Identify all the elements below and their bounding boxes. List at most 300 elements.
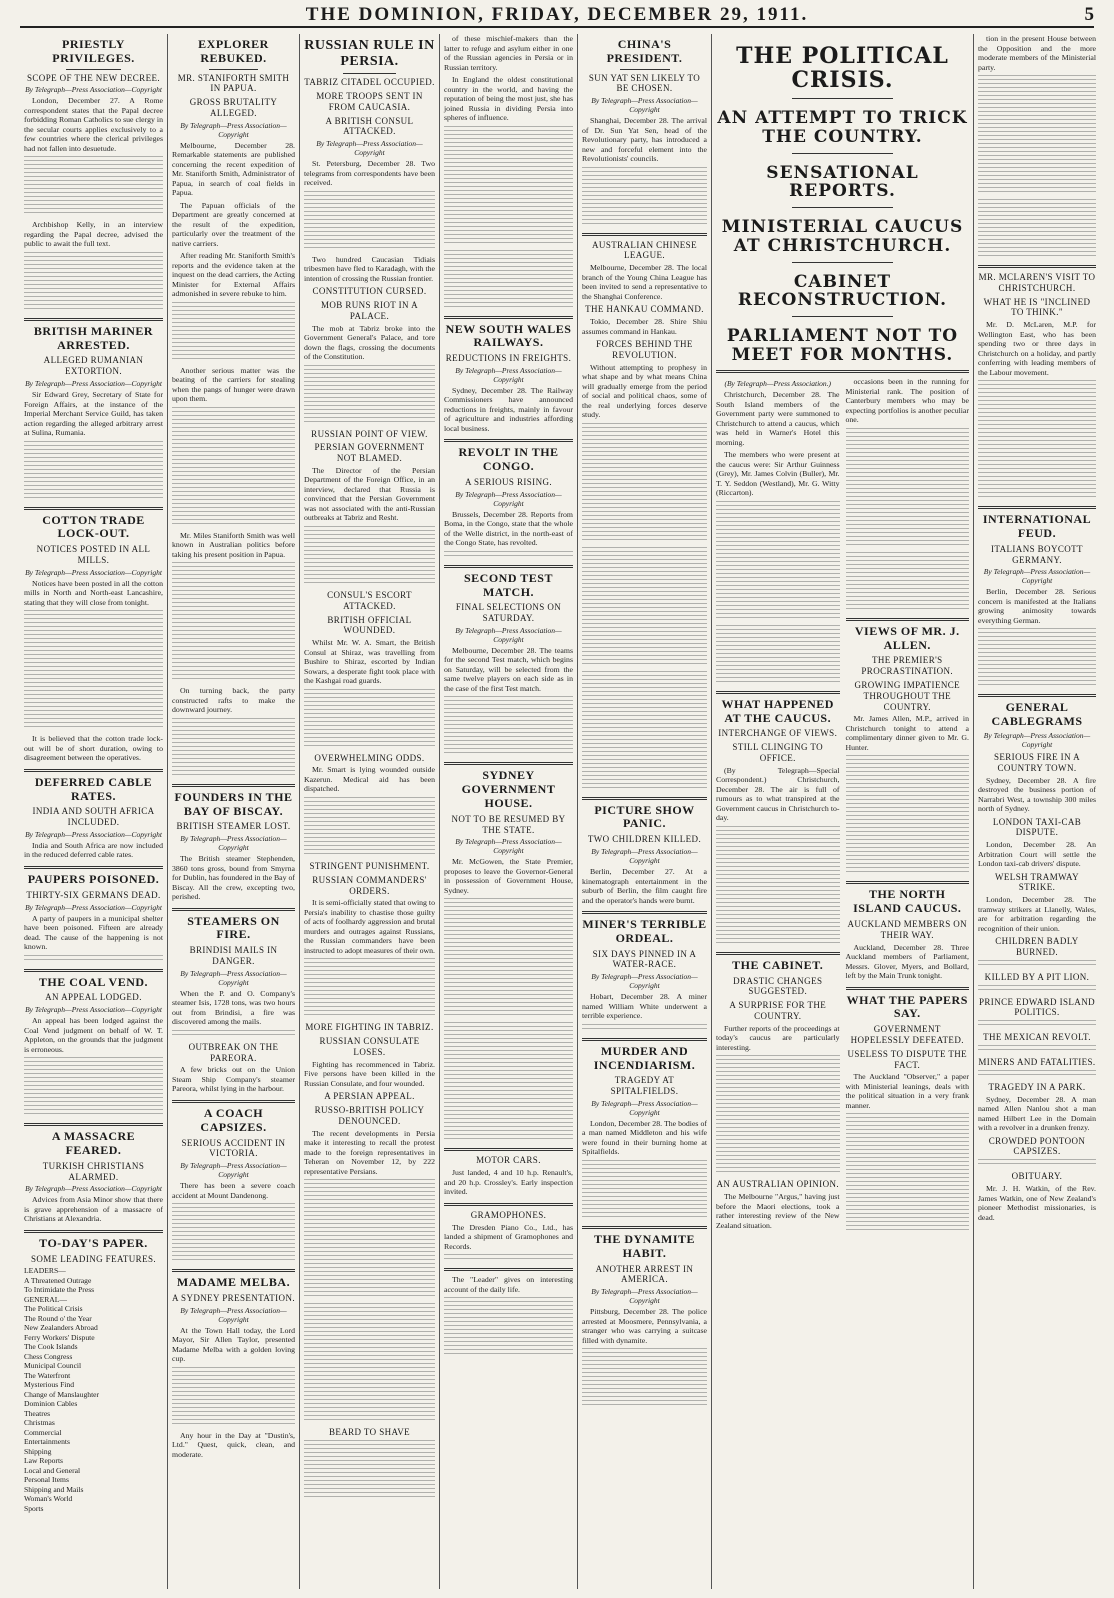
list-item: Municipal Council (24, 1361, 82, 1371)
byline: By Telegraph—Press Association—Copyright (591, 96, 698, 115)
article-text: Fighting has recommenced in Tabriz. Five persons have been killed in the Russian Consulate, and four wounded. (304, 1059, 435, 1088)
text-block (304, 191, 435, 251)
subheading: CHILDREN BADLY BURNED. (995, 936, 1079, 958)
article-text: The Papuan officials of the Department are greatly concerned at the result of the expedition, particularly over the treatment of the native carriers. (172, 200, 295, 248)
subheading: GOVERNMENT HOPELESSLY DEFEATED. (850, 1024, 964, 1045)
article-text: Mr. J. H. Watkin, of the Rev. James Watkin, one of New Zealand's pioneer Methodist missionaries, is dead. (978, 1184, 1096, 1222)
subheading: THIRTY-SIX GERMANS DEAD. (26, 889, 161, 900)
headline: PRIESTLY PRIVILEGES. (52, 37, 135, 65)
byline: By Telegraph—Press Association—Copyright (25, 85, 162, 95)
subheading: TURKISH CHRISTIANS ALARMED. (42, 1160, 145, 1182)
article-text: The Auckland "Observer," a paper with Ministerial leanings, deals with the political situation in a very frank manner. (845, 1072, 969, 1110)
divider (172, 908, 295, 911)
subheading: BRITISH OFFICIAL WOUNDED. (327, 614, 412, 636)
article-text: Advices from Asia Minor show that there is grave apprehension of a massacre of Christians at Alexandria. (24, 1195, 163, 1224)
divider (172, 1269, 295, 1272)
subheading: MR. MCLAREN'S VISIT TO CHRISTCHURCH. (978, 272, 1096, 293)
list-heading: LEADERS— (24, 1266, 66, 1276)
headline: NEW SOUTH WALES RAILWAYS. (445, 321, 572, 350)
text-block (846, 1113, 970, 1233)
article-text: The members who were present at the caucus were: Sir Arthur Guinness (Grey), Mr. James Colvin (Buller), Mr. T. Y. Seddon (Westland), Mr. G. Witty (Riccarton). (716, 450, 840, 498)
article-text: Sydney, December 28. A fire destroyed the business portion of Narrabri West, a township 300 miles north of Sydney. (978, 775, 1096, 814)
text-block (978, 75, 1096, 195)
divider (24, 507, 163, 510)
article-text: The mob at Tabriz broke into the Government General's Palace, and tore down the flags, crossing the documents of the Constitution. (304, 323, 435, 362)
headline: INTERNATIONAL FEUD. (982, 512, 1092, 540)
subheading: CONSTITUTION CURSED. (312, 286, 427, 297)
text-block (172, 1030, 295, 1038)
article-text: Sir Edward Grey, Secretary of State for Foreign Affairs, at the instance of the Imperial Merchant Service Guild, has taken action regarding the alleged arbitrary arrest at Sulina, Rumania. (24, 390, 163, 438)
text-block (444, 126, 573, 246)
byline: By Telegraph—Press Association—Copyright (180, 1305, 287, 1324)
article-text: London, December 28. An Arbitration Court will settle the London taxi-cab drivers' dispute. (978, 840, 1096, 869)
ad-heading: GRAMOPHONES. (470, 1209, 547, 1220)
headline: THE NORTH ISLAND CAUCUS. (853, 887, 962, 916)
subheading: MORE FIGHTING IN TABRIZ. (305, 1022, 434, 1033)
headline: THE DYNAMITE HABIT. (593, 1231, 695, 1260)
headline: PAUPERS POISONED. (27, 871, 160, 886)
headline: FOUNDERS IN THE BAY OF BISCAY. (174, 789, 293, 818)
article-text: Melbourne, December 28. Remarkable statements are published concerning the recent expedition of Mr. Staniforth Smith, Administrator of Papua, in search of coal fields in Papua. (172, 140, 295, 198)
text-block (978, 960, 1096, 968)
column-6 (712, 34, 974, 1589)
column-3 (300, 34, 440, 1589)
ad-heading: MOTOR CARS. (476, 1155, 541, 1166)
article-text: An appeal has been lodged against the Coal Vend judgment on behalf of W. T. Appleton, on the grounds that the judgment is erroneous. (24, 1016, 163, 1054)
subheading: RUSSIAN CONSULATE LOSES. (319, 1036, 420, 1057)
list-item: The Round o' the Year (24, 1313, 92, 1323)
text-block (716, 1055, 840, 1175)
article-text: The "Leader" gives on interesting account of the daily life. (444, 1275, 573, 1294)
divider (209, 69, 258, 70)
divider (444, 1268, 573, 1271)
subheading: SERIOUS ACCIDENT IN VICTORIA. (181, 1137, 286, 1159)
byline: By Telegraph—Press Association—Copyright (591, 972, 698, 991)
byline: By Telegraph—Press Association—Copyright (983, 567, 1091, 586)
headline: A MASSACRE FEARED. (51, 1129, 136, 1157)
list-item: Woman's World (24, 1494, 73, 1504)
article-text: Further reports of the proceedings at today's caucus are particularly interesting. (716, 1023, 840, 1052)
divider (444, 565, 573, 568)
article-text: The British steamer Stephenden, 3860 tons gross, bound from Smyrna for Dublin, has foundered in the Bay of Biscay. All the crew, excepting two, perished. (172, 854, 295, 902)
list-item: Mysterious Find (24, 1380, 74, 1390)
text-block (582, 547, 707, 667)
subheading: KILLED BY A PIT LION. (984, 971, 1090, 982)
byline: By Telegraph—Press Association—Copyright (455, 625, 562, 644)
byline: By Telegraph—Press Association—Copyright (25, 829, 162, 839)
contents-list (24, 1266, 163, 1513)
subheading: MOB RUNS RIOT IN A PALACE. (320, 299, 419, 321)
subheading: OBITUARY. (1011, 1171, 1063, 1182)
headline: EXPLORER REBUKED. (198, 37, 269, 65)
byline: By Telegraph—Press Association—Copyright (983, 730, 1091, 749)
headline: RUSSIAN RULE IN PERSIA. (304, 38, 435, 70)
newspaper-title: THE DOMINION, FRIDAY, DECEMBER 29, 1911. (305, 4, 809, 25)
headline: WHAT HAPPENED AT THE CAUCUS. (721, 696, 834, 725)
headline: THE COAL VEND. (38, 974, 149, 989)
divider (444, 762, 573, 765)
subheading: WELSH TRAMWAY STRIKE. (995, 871, 1079, 893)
list-item: Chess Congress (24, 1351, 73, 1361)
article-text: At the Town Hall today, the Lord Mayor, Sir Allen Taylor, presented Madame Melba with a golden loving cup. (172, 1325, 295, 1364)
article-text: A few bricks out on the Union Steam Ship Company's steamer Pareora, whilst lying in the harbour. (172, 1065, 295, 1094)
article-text: It is believed that the cotton trade lock-out will be of short duration, owing to disagreement between the operatives. (24, 734, 163, 763)
text-block (978, 380, 1096, 500)
list-item: The Political Crisis (24, 1304, 83, 1314)
text-block (582, 167, 707, 227)
subheading: FORCES BEHIND THE REVOLUTION. (596, 339, 693, 360)
byline: By Telegraph—Press Association—Copyright (591, 1098, 698, 1117)
divider (172, 784, 295, 787)
main-subheadline: AN ATTEMPT TO TRICK THE COUNTRY. (717, 108, 968, 148)
columns (20, 34, 1100, 1589)
divider (24, 1230, 163, 1233)
list-item: Local and General (24, 1465, 81, 1475)
list-item: Sports (24, 1503, 44, 1513)
subheading: AN AUSTRALIAN OPINION. (716, 1179, 840, 1190)
text-block (846, 755, 970, 875)
headline: TO-DAY'S PAPER. (39, 1235, 148, 1250)
subheading: A SYDNEY PRESENTATION. (172, 1292, 296, 1303)
main-subheadline: CABINET RECONSTRUCTION. (737, 271, 948, 311)
headline: WHAT THE PAPERS SAY. (846, 992, 968, 1021)
text-block (582, 671, 707, 791)
article-text: A party of paupers in a municipal shelter have been poisoned. Fifteen are already dead. The cause of the happening is not known. (24, 913, 163, 952)
article-text: The recent developments in Persia make it interesting to recall the protest made to the foreign representatives in Teheran on November 12, by 222 representative Persians. (304, 1128, 435, 1176)
divider (24, 969, 163, 972)
list-heading: GENERAL— (24, 1294, 68, 1304)
article-text: Archbishop Kelly, in an interview regarding the Papal decree, advised the public to await the full text. (24, 220, 163, 249)
divider (582, 911, 707, 914)
byline: By Telegraph—Press Association—Copyright (316, 139, 423, 158)
subheading: A SERIOUS RISING. (464, 476, 553, 487)
article-text: There has been a severe coach accident at Mount Dandenong. (172, 1181, 295, 1200)
text-block (172, 1367, 295, 1427)
subheading: WHAT HE IS "INCLINED TO THINK." (983, 296, 1091, 318)
article-text: Shanghai, December 28. The arrival of Dr. Sun Yat Sen, head of the Revolutionary party, has introduced a new and forceful element into the Revolutionists' councils. (582, 116, 707, 164)
article-text: Another serious matter was the beating of the carriers for stealing when the pangs of hunger were drawn upon them. (172, 365, 295, 404)
text-block (978, 985, 1096, 993)
subheading: TRAGEDY AT SPITALFIELDS. (610, 1075, 679, 1097)
main-headline: THE POLITICAL CRISIS. (736, 43, 949, 94)
article-text: Hobart, December 28. A miner named William White underwent a terrible experience. (582, 992, 707, 1021)
headline: MURDER AND INCENDIARISM. (593, 1043, 696, 1072)
subheading: TABRIZ CITADEL OCCUPIED. (304, 77, 435, 88)
headline: MINER'S TERRIBLE ORDEAL. (582, 917, 707, 945)
text-block (978, 1159, 1096, 1167)
subheading: USELESS TO DISPUTE THE FACT. (847, 1048, 968, 1070)
subheading: GROSS BRUTALITY ALLEGED. (189, 97, 278, 118)
body-right (846, 377, 970, 1237)
byline: By Telegraph—Press Association—Copyright (180, 120, 287, 139)
article-text: Notices have been posted in all the cotton mills in North and North-east Lancashire, stating that they will close from tonight. (24, 578, 163, 607)
divider (444, 316, 573, 319)
text-block (716, 501, 840, 621)
article-text: After reading Mr. Staniforth Smith's reports and the evidence taken at the inquest on the dead carriers, the Acting Minister for External Affairs admonished in severe rebuke to him. (172, 251, 295, 299)
headline: SYDNEY GOVERNMENT HOUSE. (461, 768, 556, 811)
article-text: Melbourne, December 28. The local branch of the Young China League has been invited to send a representative to the Shanghai Conference. (582, 263, 707, 301)
article-text: Tokio, December 28. Shire Shiu assumes command in Hankau. (582, 317, 707, 336)
subheading: AUCKLAND MEMBERS ON THEIR WAY. (847, 918, 968, 940)
divider (716, 370, 969, 373)
article-text: Auckland, December 28. Three Auckland members of Parliament, Messrs. Glover, Myers, and Bollard, left by the Main Trunk tonight. (845, 942, 969, 981)
text-block (24, 441, 163, 501)
subheading: SUN YAT SEN LIKELY TO BE CHOSEN. (588, 72, 701, 94)
text-block (304, 526, 435, 586)
article-text: Mr. Smart is lying wounded outside Kazerun. Medical aid has been dispatched. (304, 765, 435, 794)
divider (582, 1226, 707, 1229)
article-text: Christchurch, December 28. The South Island members of the Government party were summoned to Christchurch to attend a caucus, which was held in Warner's Hotel this morning. (716, 390, 840, 447)
text-block (172, 302, 295, 362)
column-1 (20, 34, 168, 1589)
article-text: London, December 27. A Rome correspondent states that the Papal decree forbidding Roman Catholics to sue clergy in the secular courts applies exclusively to a few countries where the clerical privileges had not fallen into desuetude. (24, 96, 163, 153)
text-block (716, 625, 840, 685)
headline: STEAMERS ON FIRE. (187, 913, 280, 942)
text-block (444, 250, 573, 310)
divider (716, 952, 840, 955)
column-4 (440, 34, 578, 1589)
divider (444, 1203, 573, 1206)
divider (846, 987, 970, 990)
subheading: THE PREMIER'S PROCRASTINATION. (861, 655, 954, 677)
text-block (978, 1045, 1096, 1053)
subheading: TWO CHILDREN KILLED. (587, 834, 702, 845)
divider (582, 233, 707, 236)
divider (792, 98, 893, 99)
article-text: Melbourne, December 28. The teams for the second Test match, which begins on Saturday, will be selected from the same twelve players on each side as in the case of the first Test match. (444, 645, 573, 693)
article-text: Sydney, December 28. A man named Allen Nanlou shot a man named Hilbert Lee in the Domain with a revolver in a drunken frenzy. (978, 1094, 1096, 1133)
subheading: AUSTRALIAN CHINESE LEAGUE. (592, 239, 697, 261)
byline: (By Telegraph—Press Association.) (724, 379, 832, 389)
article-text: Two hundred Caucasian Tidiais tribesmen have fled to Karadagh, with the intention of crossing the Russian frontier. (304, 254, 435, 283)
byline: By Telegraph—Press Association—Copyright (25, 379, 162, 389)
subheading: MINERS AND FATALITIES. (978, 1057, 1096, 1068)
text-block (304, 1440, 435, 1500)
divider (24, 866, 163, 869)
headline: VIEWS OF MR. J. ALLEN. (854, 623, 960, 652)
list-item: Law Reports (24, 1456, 64, 1466)
divider (24, 769, 163, 772)
column-5 (578, 34, 712, 1589)
byline: By Telegraph—Press Association—Copyright (25, 902, 162, 912)
byline: By Telegraph—Press Association—Copyright (25, 567, 162, 577)
list-item: Ferry Workers' Dispute (24, 1332, 95, 1342)
article-text: Berlin, December 28. Serious concern is manifested at the Italians growing animosity towards everything German. (978, 587, 1096, 625)
text-block (582, 1160, 707, 1220)
text-block (304, 365, 435, 425)
byline: By Telegraph—Press Association—Copyright (455, 489, 562, 508)
subheading: TRAGEDY IN A PARK. (988, 1081, 1086, 1092)
text-block (304, 958, 435, 1018)
text-block (978, 628, 1096, 688)
text-block (582, 1348, 707, 1408)
headline: SECOND TEST MATCH. (464, 570, 553, 599)
text-block (444, 1254, 573, 1262)
byline: By Telegraph—Press Association—Copyright (180, 834, 287, 853)
subheading: RUSSIAN POINT OF VIEW. (311, 428, 428, 439)
headline: PICTURE SHOW PANIC. (594, 802, 695, 831)
main-subheadline: MINISTERIAL CAUCUS AT CHRISTCHURCH. (721, 217, 964, 256)
article-text: Berlin, December 27. At a kinematograph entertainment in the suburb of Berlin, the film caught fire and the operator's hands were burnt. (582, 867, 707, 905)
text-block (24, 252, 163, 312)
subheading: SCOPE OF THE NEW DECREE. (26, 72, 161, 83)
text-block (444, 898, 573, 1018)
headline: THE CABINET. (732, 957, 824, 972)
divider (24, 1123, 163, 1126)
subheading: SERIOUS FIRE IN A COUNTRY TOWN. (993, 751, 1081, 773)
subheading: GROWING IMPATIENCE THROUGHOUT THE COUNTRY. (854, 679, 961, 712)
list-item: Shipping (24, 1446, 52, 1456)
divider (24, 318, 163, 321)
subheading: OVERWHELMING ODDS. (314, 752, 425, 763)
divider (792, 207, 893, 208)
subheading: OUTBREAK ON THE PAREORA. (188, 1041, 279, 1063)
advertisement-text: The Dresden Piano Co., Ltd., has landed a shipment of Gramophones and Records. (444, 1222, 573, 1251)
article-text: Mr. Miles Staniforth Smith was well known in Australian politics before taking his present position in Papua. (172, 530, 295, 559)
headline: CHINA'S PRESIDENT. (606, 37, 683, 65)
article-text: India and South Africa are now included in the reduced deferred cable rates. (24, 840, 163, 860)
divider (978, 506, 1096, 509)
subheading: MR. STANIFORTH SMITH IN PAPUA. (177, 72, 290, 94)
list-item: Commercial (24, 1427, 62, 1437)
subheading: INDIA AND SOUTH AFRICA INCLUDED. (32, 806, 155, 828)
list-item: New Zealanders Abroad (24, 1323, 98, 1333)
text-block (978, 1020, 1096, 1028)
list-item: The Cook Islands (24, 1342, 78, 1352)
article-text: (By Telegraph—Special Correspondent.) Christchurch, December 28. The air is full of rumours as to what transpired at the Government caucus in Christchurch to-day. (716, 765, 840, 823)
article-text: Mr. D. McLaren, M.P. for Wellington East, who has been spending two or three days in Christchurch on a holiday, and partly conferring with leading members of the Labour movement. (978, 320, 1096, 377)
subheading: THE MEXICAN REVOLT. (983, 1032, 1091, 1043)
text-block (172, 1203, 295, 1263)
divider (792, 153, 893, 154)
article-text: of these mischief-makers than the latter to refuge and asylum either in one of the Russian agencies in Persia or in Russian territory. (444, 34, 573, 72)
masthead (20, 4, 1094, 28)
divider (846, 881, 970, 884)
subheading: STRINGENT PUNISHMENT. (309, 860, 430, 871)
article-text: tion in the present House between the Opposition and the more moderate members of the Ministerial party. (978, 34, 1096, 72)
subheading: NOT TO BE RESUMED BY THE STATE. (451, 813, 566, 835)
column-2 (168, 34, 300, 1589)
body-left (716, 377, 840, 1237)
subheading: REDUCTIONS IN FREIGHTS. (445, 353, 572, 364)
article-text: The Director of the Persian Department of the Foreign Office, in an interview, declared that Russia is convinced that the Persian Government was not associated with the anti-Russian outbreaks at Tabriz and Resht. (304, 465, 435, 523)
divider (620, 69, 670, 70)
divider (978, 694, 1096, 697)
text-block (846, 428, 970, 548)
article-text: occasions been in the running for Ministerial rank. The position of Canterbury members who may be expecting portfolios is another peculiar one. (845, 377, 969, 425)
subheading: SIX DAYS PINNED IN A WATER-RACE. (592, 948, 697, 970)
subheading: RUSSIAN COMMANDERS' ORDERS. (312, 874, 427, 896)
text-block (444, 551, 573, 559)
divider (582, 797, 707, 800)
byline: By Telegraph—Press Association—Copyright (455, 365, 562, 384)
article-text: Sydney, December 28. The Railway Commissioners have announced reductions in freights, mainly in favour of agriculture and industries affording local business. (444, 385, 573, 433)
headline: COTTON TRADE LOCK-OUT. (42, 512, 145, 541)
headline: BRITISH MARINER ARRESTED. (33, 323, 154, 352)
list-item: To Intimidate the Press (24, 1285, 95, 1295)
divider (172, 1100, 295, 1103)
divider (978, 265, 1096, 268)
list-item: A Threatened Outrage (24, 1275, 92, 1285)
article-text: The Melbourne "Argus," having just before the Maori elections, took a rather interesting review of the New Zealand situation. (716, 1192, 840, 1230)
text-block (172, 407, 295, 527)
divider (444, 439, 573, 442)
article-text: Whilst Mr. W. A. Smart, the British Consul at Shiraz, was travelling from Bushire to Shiraz, escorted by Indian Sowars, a desperate fight took place with the Kashgai road guards. (304, 638, 435, 686)
subheading: MORE TROOPS SENT IN FROM CAUCASIA. (316, 90, 423, 112)
subheading: ANOTHER ARREST IN AMERICA. (595, 1263, 694, 1285)
subheading: ALLEGED RUMANIAN EXTORTION. (43, 355, 144, 377)
article-text: London, December 28. The bodies of a man named Middleton and his wife were found in their burning home at Spitalfields. (582, 1118, 707, 1157)
page-number: 5 (1084, 4, 1094, 25)
subheading: THE HANKAU COMMAND. (585, 304, 704, 315)
list-item: The Waterfront (24, 1370, 71, 1380)
text-block (24, 610, 163, 730)
subheading: PRINCE EDWARD ISLAND POLITICS. (979, 996, 1095, 1018)
divider (792, 262, 893, 263)
text-block (978, 1070, 1096, 1078)
subheading: A PERSIAN APPEAL. (324, 1091, 415, 1102)
advertisement-text: Any hour in the Day at "Dustin's, Ltd." Quest, quick, clean, and moderate. (172, 1430, 295, 1459)
byline: By Telegraph—Press Association—Copyright (25, 1005, 162, 1015)
text-block (582, 1024, 707, 1032)
text-block (24, 1057, 163, 1117)
text-block (24, 156, 163, 216)
divider (792, 316, 893, 317)
text-block (846, 552, 970, 612)
main-subheadline: SENSATIONAL REPORTS. (766, 162, 919, 202)
subheading: BEARD TO SHAVE (328, 1427, 411, 1438)
list-item: Christmas (24, 1418, 55, 1428)
divider (66, 69, 122, 70)
subheading: A SURPRISE FOR THE COUNTRY. (729, 1000, 827, 1021)
list-item: Theatres (24, 1408, 51, 1418)
two-column-body (716, 377, 969, 1237)
subheading: INTERCHANGE OF VIEWS. (718, 728, 838, 739)
byline: By Telegraph—Press Association—Copyright (591, 847, 698, 866)
headline: MADAME MELBA. (176, 1275, 291, 1290)
text-block (582, 423, 707, 543)
article-text: It is semi-officially stated that owing to Persia's inability to chastise those guilty of acts of foolhardy aggression and brutal murders and outrages against Russians, the Russian commanders have been instructed to adopt measures of their own. (304, 898, 435, 955)
article-text: Mr. James Allen, M.P., arrived in Christchurch tonight to attend a complimentary dinner given to Mr. G. Hunter. (845, 714, 969, 752)
headline: DEFERRED CABLE RATES. (34, 774, 153, 803)
subheading: SOME LEADING FEATURES. (30, 1253, 157, 1264)
text-block (172, 562, 295, 682)
subheading: CROWDED PONTOON CAPSIZES. (988, 1135, 1086, 1157)
subheading: CONSUL'S ESCORT ATTACKED. (327, 589, 412, 611)
divider (716, 691, 840, 694)
subheading: PERSIAN GOVERNMENT NOT BLAMED. (314, 442, 425, 464)
text-block (444, 1297, 573, 1357)
subheading: STILL CLINGING TO OFFICE. (732, 742, 824, 763)
headline: REVOLT IN THE CONGO. (458, 445, 559, 474)
subheading: RUSSO-BRITISH POLICY DENOUNCED. (314, 1105, 425, 1126)
text-block (304, 689, 435, 749)
text-block (24, 955, 163, 963)
list-item: Change of Manslaughter (24, 1389, 100, 1399)
subheading: FINAL SELECTIONS ON SATURDAY. (455, 602, 562, 624)
list-item: Entertainments (24, 1437, 70, 1447)
text-block (444, 1022, 573, 1142)
subheading: A BRITISH CONSUL ATTACKED. (325, 115, 414, 137)
article-text: When the P. and O. Company's steamer Isis, 1728 tons, was two hours out from Brindisi, a fire was discovered among the mails. (172, 988, 295, 1027)
text-block (304, 797, 435, 857)
article-text: Without attempting to prophesy in what shape and by what means China will gradually emerge from the period of social and political chaos, some of the real underlying forces deserve study. (582, 362, 707, 420)
divider (444, 1148, 573, 1151)
advertisement-text: Just landed, 4 and 10 h.p. Renault's, and 20 h.p. Crossley's. Early inspection invited. (444, 1168, 573, 1197)
byline: By Telegraph—Press Association—Copyright (455, 837, 562, 856)
column-7 (974, 34, 1100, 1589)
subheading: LONDON TAXI-CAB DISPUTE. (992, 816, 1082, 838)
